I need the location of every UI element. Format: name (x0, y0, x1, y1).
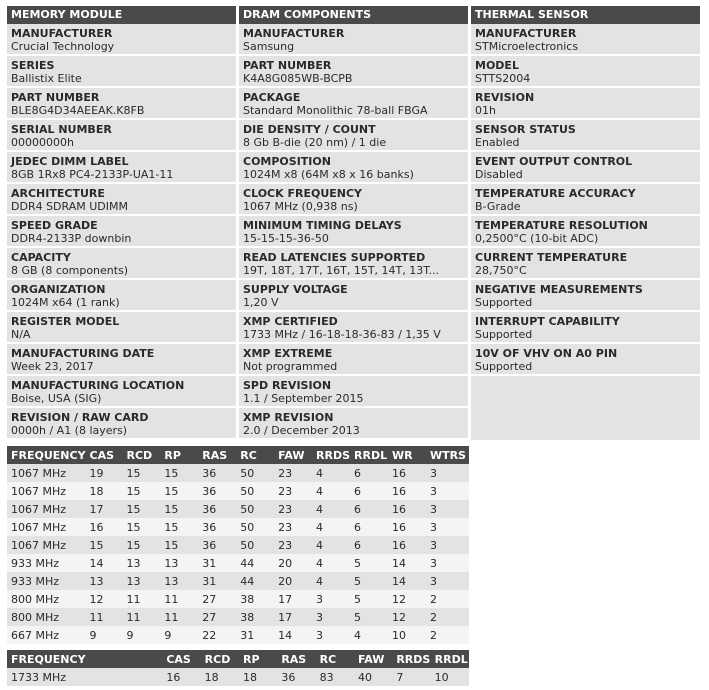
cell-ras: 36 (198, 482, 236, 500)
field-label: MANUFACTURING DATE (11, 347, 155, 360)
dram-components-field-clock-frequency (239, 184, 468, 216)
cell-faw: 40 (354, 668, 392, 686)
column-header-rc: RC (316, 650, 354, 668)
cell-rrdl: 5 (350, 590, 388, 608)
cell-frequency: 1067 MHz (7, 518, 86, 536)
cell-ras: 27 (198, 608, 236, 626)
cell-frequency: 1067 MHz (7, 482, 86, 500)
field-label: SERIES (11, 59, 55, 72)
field-value: 0,2500°C (10-bit ADC) (475, 232, 599, 245)
cell-rrds: 7 (392, 668, 430, 686)
cell-rp: 11 (160, 608, 198, 626)
field-value: B-Grade (475, 200, 521, 213)
cell-cas: 12 (86, 590, 123, 608)
cell-rcd: 15 (122, 482, 160, 500)
field-value: 28,750°C (475, 264, 527, 277)
cell-ras: 31 (198, 554, 236, 572)
cell-rrdl: 4 (350, 626, 388, 644)
memory-module-field-architecture (7, 184, 236, 216)
field-label: CURRENT TEMPERATURE (475, 251, 628, 264)
field-value: Ballistix Elite (11, 72, 82, 85)
timings-table (7, 446, 469, 644)
field-label: REVISION / RAW CARD (11, 411, 149, 424)
column-header-rcd: RCD (122, 446, 160, 464)
dram-components-field-minimum-timing-delays (239, 216, 468, 248)
cell-frequency: 1067 MHz (7, 536, 86, 554)
cell-rc: 44 (236, 572, 274, 590)
cell-rcd: 9 (122, 626, 160, 644)
memory-module-field-part-number (7, 88, 236, 120)
table-row (7, 518, 469, 536)
column-header-rrds: RRDS (392, 650, 430, 668)
cell-wr: 10 (388, 626, 426, 644)
table-row (7, 500, 469, 518)
field-label: REVISION (475, 91, 535, 104)
field-label: MANUFACTURER (11, 27, 113, 40)
thermal-sensor-field-interrupt-capability (471, 312, 700, 344)
cell-rrdl: 6 (350, 482, 388, 500)
cell-cas: 11 (86, 608, 123, 626)
cell-cas: 17 (86, 500, 123, 518)
field-value: Not programmed (243, 360, 338, 373)
field-label: MANUFACTURING LOCATION (11, 379, 185, 392)
field-label: TEMPERATURE ACCURACY (475, 187, 636, 200)
cell-rrds: 3 (312, 590, 350, 608)
cell-faw: 17 (274, 590, 312, 608)
thermal-sensor-field-temperature-accuracy (471, 184, 700, 216)
memory-module-field-manufacturer (7, 24, 236, 56)
thermal-sensor-field-model (471, 56, 700, 88)
cell-frequency: 1733 MHz (7, 668, 162, 686)
cell-rrds: 4 (312, 464, 350, 482)
field-label: SUPPLY VOLTAGE (243, 283, 348, 296)
thermal-sensor-field-10v-of-vhv-on-a0-pin (471, 344, 700, 376)
cell-rrds: 4 (312, 572, 350, 590)
column-header-rp: RP (160, 446, 198, 464)
field-label: MANUFACTURER (243, 27, 345, 40)
table-row (7, 608, 469, 626)
timings-body (7, 464, 469, 644)
memory-module-field-series (7, 56, 236, 88)
field-value: 8 GB (8 components) (11, 264, 129, 277)
field-label: EVENT OUTPUT CONTROL (475, 155, 633, 168)
field-label: MINIMUM TIMING DELAYS (243, 219, 402, 232)
memory-module-field-serial-number (7, 120, 236, 152)
field-label: XMP REVISION (243, 411, 334, 424)
field-label: COMPOSITION (243, 155, 331, 168)
field-label: SERIAL NUMBER (11, 123, 112, 136)
dram-components-field-spd-revision (239, 376, 468, 408)
timings-header-row (7, 446, 469, 464)
field-label: PACKAGE (243, 91, 301, 104)
memory-module-field-speed-grade (7, 216, 236, 248)
cell-cas: 18 (86, 482, 123, 500)
field-label: CAPACITY (11, 251, 71, 264)
cell-rp: 15 (160, 482, 198, 500)
cell-cas: 15 (86, 536, 123, 554)
column-header-rc: RC (236, 446, 274, 464)
field-label: CLOCK FREQUENCY (243, 187, 363, 200)
field-value: DDR4 SDRAM UDIMM (11, 200, 128, 213)
cell-wtrs: 3 (426, 482, 469, 500)
field-value: 1067 MHz (0,938 ns) (243, 200, 358, 213)
cell-frequency: 1067 MHz (7, 500, 86, 518)
cell-rcd: 11 (122, 590, 160, 608)
cell-frequency: 800 MHz (7, 590, 86, 608)
cell-wr: 16 (388, 500, 426, 518)
memory-module-fields (7, 24, 236, 440)
field-value: 19T, 18T, 17T, 16T, 15T, 14T, 13T... (243, 264, 440, 277)
cell-cas: 16 (86, 518, 123, 536)
field-label: PART NUMBER (243, 59, 332, 72)
thermal-sensor-filler (471, 376, 700, 440)
table-row (7, 464, 469, 482)
cell-rc: 50 (236, 482, 274, 500)
cell-frequency: 800 MHz (7, 608, 86, 626)
thermal-sensor-field-temperature-resolution (471, 216, 700, 248)
memory-module-field-manufacturing-date (7, 344, 236, 376)
cell-cas: 19 (86, 464, 123, 482)
thermal-sensor-column (471, 6, 700, 440)
column-header-frequency: FREQUENCY (7, 650, 162, 668)
field-value: Week 23, 2017 (11, 360, 94, 373)
cell-rc: 31 (236, 626, 274, 644)
column-header-rrdl: RRDL (350, 446, 388, 464)
cell-faw: 20 (274, 554, 312, 572)
column-header-cas: CAS (86, 446, 123, 464)
cell-rp: 13 (160, 572, 198, 590)
cell-wr: 16 (388, 482, 426, 500)
dram-components-field-read-latencies-supported (239, 248, 468, 280)
cell-frequency: 1067 MHz (7, 464, 86, 482)
field-label: XMP EXTREME (243, 347, 333, 360)
field-label: TEMPERATURE RESOLUTION (475, 219, 648, 232)
field-label: JEDEC DIMM LABEL (11, 155, 129, 168)
thermal-sensor-header: THERMAL SENSOR (471, 6, 700, 24)
table-row (7, 590, 469, 608)
cell-faw: 23 (274, 500, 312, 518)
cell-rcd: 13 (122, 554, 160, 572)
dram-components-field-die-density-count (239, 120, 468, 152)
dram-components-field-xmp-certified (239, 312, 468, 344)
memory-module-column (7, 6, 236, 440)
cell-wtrs: 3 (426, 500, 469, 518)
cell-wtrs: 3 (426, 536, 469, 554)
cell-wtrs: 2 (426, 590, 469, 608)
cell-rcd: 18 (201, 668, 239, 686)
cell-ras: 31 (198, 572, 236, 590)
memory-module-header: MEMORY MODULE (7, 6, 236, 24)
column-header-frequency: FREQUENCY (7, 446, 86, 464)
column-header-ras: RAS (198, 446, 236, 464)
field-label: DIE DENSITY / COUNT (243, 123, 376, 136)
field-value: STMicroelectronics (475, 40, 579, 53)
table-row (7, 626, 469, 644)
cell-rrdl: 6 (350, 464, 388, 482)
column-header-faw: FAW (354, 650, 392, 668)
dram-components-column (239, 6, 468, 440)
cell-rrds: 4 (312, 554, 350, 572)
field-label: XMP CERTIFIED (243, 315, 338, 328)
table-row (7, 554, 469, 572)
cell-rp: 15 (160, 464, 198, 482)
column-header-rp: RP (239, 650, 277, 668)
cell-cas: 14 (86, 554, 123, 572)
cell-ras: 36 (198, 500, 236, 518)
cell-ras: 36 (277, 668, 315, 686)
cell-wr: 12 (388, 590, 426, 608)
cell-ras: 36 (198, 536, 236, 554)
memory-module-field-manufacturing-location (7, 376, 236, 408)
memory-module-field-capacity (7, 248, 236, 280)
field-value: Standard Monolithic 78-ball FBGA (243, 104, 428, 117)
cell-rrdl: 6 (350, 500, 388, 518)
cell-rc: 50 (236, 536, 274, 554)
cell-frequency: 933 MHz (7, 554, 86, 572)
cell-rc: 38 (236, 590, 274, 608)
field-value: Samsung (243, 40, 295, 53)
cell-ras: 36 (198, 464, 236, 482)
field-value: 1,20 V (243, 296, 279, 309)
cell-rrds: 3 (312, 626, 350, 644)
field-label: READ LATENCIES SUPPORTED (243, 251, 426, 264)
memory-module-field-organization (7, 280, 236, 312)
field-label: ARCHITECTURE (11, 187, 105, 200)
field-value: 1733 MHz / 16-18-18-36-83 / 1,35 V (243, 328, 441, 341)
column-header-faw: FAW (274, 446, 312, 464)
xmp-timings-table (7, 650, 469, 686)
cell-rp: 11 (160, 590, 198, 608)
field-label: SPEED GRADE (11, 219, 98, 232)
table-row (7, 572, 469, 590)
field-label: INTERRUPT CAPABILITY (475, 315, 620, 328)
cell-wr: 12 (388, 608, 426, 626)
cell-wtrs: 3 (426, 464, 469, 482)
cell-rrds: 4 (312, 482, 350, 500)
cell-faw: 23 (274, 518, 312, 536)
cell-rrdl: 6 (350, 536, 388, 554)
cell-faw: 14 (274, 626, 312, 644)
cell-rc: 50 (236, 518, 274, 536)
cell-rcd: 15 (122, 518, 160, 536)
table-row (7, 482, 469, 500)
field-label: 10V OF VHV ON A0 PIN (475, 347, 618, 360)
dram-components-field-package (239, 88, 468, 120)
cell-rcd: 15 (122, 500, 160, 518)
column-header-rrds: RRDS (312, 446, 350, 464)
field-value: BLE8G4D34AEEAK.K8FB (11, 104, 145, 117)
column-header-cas: CAS (162, 650, 200, 668)
dram-components-field-xmp-extreme (239, 344, 468, 376)
cell-wr: 14 (388, 572, 426, 590)
cell-wtrs: 3 (426, 572, 469, 590)
cell-rcd: 15 (122, 536, 160, 554)
field-value: Supported (475, 296, 533, 309)
cell-rrdl: 5 (350, 572, 388, 590)
field-value: 1024M x8 (64M x8 x 16 banks) (243, 168, 414, 181)
cell-rrdl: 5 (350, 554, 388, 572)
cell-wr: 16 (388, 518, 426, 536)
column-header-rrdl: RRDL (431, 650, 469, 668)
cell-wr: 16 (388, 464, 426, 482)
cell-rc: 83 (316, 668, 354, 686)
dram-components-fields (239, 24, 468, 440)
table-row (7, 668, 469, 686)
cell-faw: 23 (274, 536, 312, 554)
field-value: DDR4-2133P downbin (11, 232, 132, 245)
field-label: MANUFACTURER (475, 27, 577, 40)
thermal-sensor-field-negative-measurements (471, 280, 700, 312)
thermal-sensor-field-manufacturer (471, 24, 700, 56)
field-value: 8 Gb B-die (20 nm) / 1 die (243, 136, 387, 149)
cell-rc: 44 (236, 554, 274, 572)
cell-cas: 16 (162, 668, 200, 686)
dram-components-field-part-number (239, 56, 468, 88)
table-row (7, 536, 469, 554)
cell-rp: 9 (160, 626, 198, 644)
cell-faw: 23 (274, 464, 312, 482)
field-value: Supported (475, 328, 533, 341)
thermal-sensor-field-event-output-control (471, 152, 700, 184)
cell-ras: 36 (198, 518, 236, 536)
cell-wr: 14 (388, 554, 426, 572)
memory-module-field-register-model (7, 312, 236, 344)
field-label: SPD REVISION (243, 379, 332, 392)
cell-rc: 38 (236, 608, 274, 626)
thermal-sensor-field-sensor-status (471, 120, 700, 152)
field-value: 0000h / A1 (8 layers) (11, 424, 128, 437)
dram-components-field-xmp-revision (239, 408, 468, 440)
cell-rrdl: 5 (350, 608, 388, 626)
xmp-body (7, 668, 469, 686)
cell-rcd: 11 (122, 608, 160, 626)
cell-wtrs: 3 (426, 554, 469, 572)
cell-rp: 15 (160, 536, 198, 554)
field-value: 8GB 1Rx8 PC4-2133P-UA1-11 (11, 168, 174, 181)
field-value: K4A8G085WB-BCPB (243, 72, 353, 85)
xmp-header-row (7, 650, 469, 668)
cell-rrdl: 6 (350, 518, 388, 536)
field-value: Supported (475, 360, 533, 373)
field-value: 1024M x64 (1 rank) (11, 296, 120, 309)
column-header-ras: RAS (277, 650, 315, 668)
cell-rrds: 4 (312, 536, 350, 554)
column-header-wtrs: WTRS (426, 446, 469, 464)
dram-components-header: DRAM COMPONENTS (239, 6, 468, 24)
field-value: 00000000h (11, 136, 74, 149)
field-value: 1.1 / September 2015 (243, 392, 364, 405)
dram-components-field-manufacturer (239, 24, 468, 56)
field-label: SENSOR STATUS (475, 123, 576, 136)
dram-components-field-supply-voltage (239, 280, 468, 312)
cell-rrdl: 10 (431, 668, 469, 686)
cell-wr: 16 (388, 536, 426, 554)
thermal-sensor-fields (471, 24, 700, 376)
thermal-sensor-field-revision (471, 88, 700, 120)
field-value: STTS2004 (475, 72, 531, 85)
cell-rc: 50 (236, 500, 274, 518)
field-label: NEGATIVE MEASUREMENTS (475, 283, 643, 296)
cell-faw: 20 (274, 572, 312, 590)
column-header-wr: WR (388, 446, 426, 464)
cell-rp: 13 (160, 554, 198, 572)
field-label: REGISTER MODEL (11, 315, 120, 328)
memory-module-field-jedec-dimm-label (7, 152, 236, 184)
cell-rp: 18 (239, 668, 277, 686)
cell-rrds: 3 (312, 608, 350, 626)
cell-faw: 23 (274, 482, 312, 500)
cell-cas: 9 (86, 626, 123, 644)
cell-wtrs: 2 (426, 608, 469, 626)
cell-frequency: 667 MHz (7, 626, 86, 644)
cell-wtrs: 2 (426, 626, 469, 644)
cell-rcd: 15 (122, 464, 160, 482)
cell-rcd: 13 (122, 572, 160, 590)
cell-ras: 27 (198, 590, 236, 608)
memory-module-field-revision-raw-card (7, 408, 236, 440)
cell-rrds: 4 (312, 500, 350, 518)
field-value: 15-15-15-36-50 (243, 232, 329, 245)
cell-rp: 15 (160, 518, 198, 536)
column-header-rcd: RCD (201, 650, 239, 668)
field-value: 2.0 / December 2013 (243, 424, 360, 437)
cell-faw: 17 (274, 608, 312, 626)
field-value: Disabled (475, 168, 523, 181)
field-value: N/A (11, 328, 31, 341)
cell-ras: 22 (198, 626, 236, 644)
cell-rp: 15 (160, 500, 198, 518)
field-value: 01h (475, 104, 496, 117)
field-value: Enabled (475, 136, 520, 149)
field-label: ORGANIZATION (11, 283, 106, 296)
field-value: Boise, USA (SIG) (11, 392, 102, 405)
field-label: PART NUMBER (11, 91, 100, 104)
cell-cas: 13 (86, 572, 123, 590)
field-value: Crucial Technology (11, 40, 115, 53)
thermal-sensor-field-current-temperature (471, 248, 700, 280)
dram-components-field-composition (239, 152, 468, 184)
cell-frequency: 933 MHz (7, 572, 86, 590)
cell-wtrs: 3 (426, 518, 469, 536)
cell-rrds: 4 (312, 518, 350, 536)
cell-rc: 50 (236, 464, 274, 482)
field-label: MODEL (475, 59, 519, 72)
